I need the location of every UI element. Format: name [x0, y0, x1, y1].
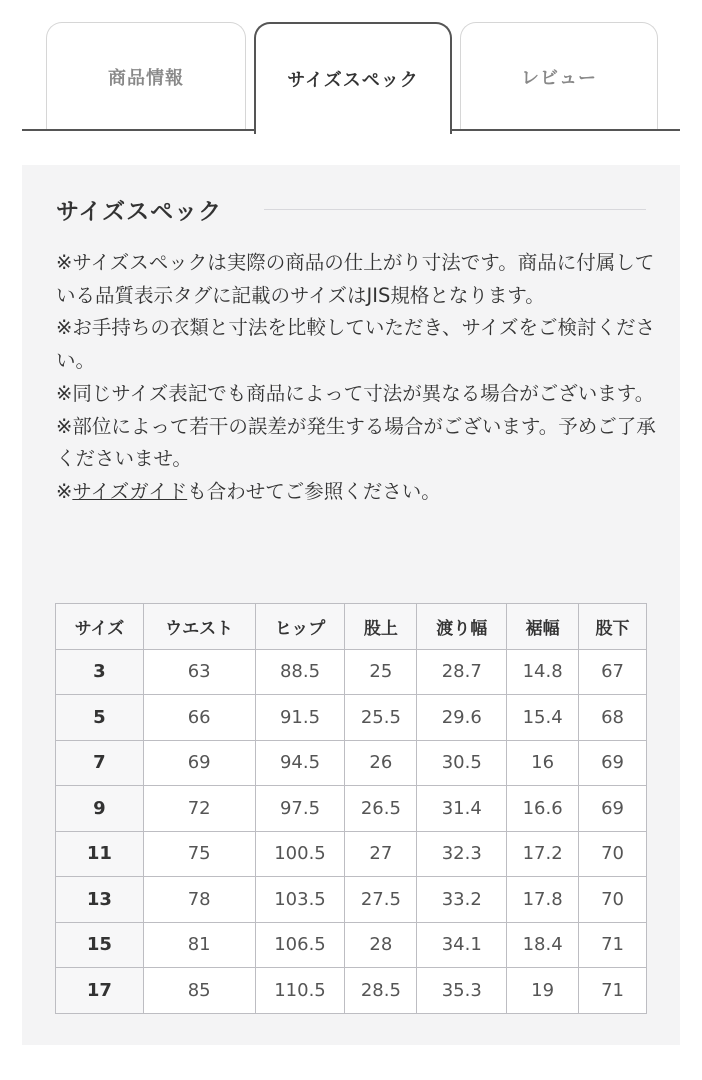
column-header: 裾幅	[507, 604, 579, 650]
tab-product-info[interactable]: 商品情報	[46, 22, 246, 130]
measurement-cell: 110.5	[255, 968, 345, 1014]
table-row	[56, 968, 647, 1014]
tab-review[interactable]: レビュー	[460, 22, 658, 130]
note-prefix: ※	[56, 479, 73, 503]
measurement-cell: 15.4	[507, 695, 579, 741]
column-header: 渡り幅	[417, 604, 507, 650]
table-row	[56, 695, 647, 741]
measurement-cell: 71	[579, 922, 647, 968]
measurement-cell: 70	[579, 831, 647, 877]
note-text: ※サイズスペックは実際の商品の仕上がり寸法です。商品に付属している品質表示タグに記載のサイズはJIS規格となります。	[56, 251, 655, 307]
measurement-cell: 71	[579, 968, 647, 1014]
measurement-cell: 88.5	[255, 649, 345, 695]
measurement-cell: 31.4	[417, 786, 507, 832]
measurement-cell: 69	[579, 740, 647, 786]
size-guide-link[interactable]: サイズガイド	[72, 479, 188, 503]
column-header: サイズ	[56, 604, 144, 650]
column-header: 股下	[579, 604, 647, 650]
measurement-cell: 28.5	[345, 968, 417, 1014]
measurement-cell: 25.5	[345, 695, 417, 741]
measurement-cell: 94.5	[255, 740, 345, 786]
measurement-cell: 18.4	[507, 922, 579, 968]
measurement-cell: 19	[507, 968, 579, 1014]
measurement-cell: 69	[579, 786, 647, 832]
table-row	[56, 786, 647, 832]
measurement-cell: 28.7	[417, 649, 507, 695]
measurement-cell: 26.5	[345, 786, 417, 832]
measurement-cell: 14.8	[507, 649, 579, 695]
size-cell: 17	[56, 968, 144, 1014]
measurement-cell: 63	[143, 649, 255, 695]
measurement-cell: 106.5	[255, 922, 345, 968]
size-cell: 3	[56, 649, 144, 695]
measurement-cell: 34.1	[417, 922, 507, 968]
size-cell: 7	[56, 740, 144, 786]
note-suffix: も合わせてご参照ください。	[187, 479, 441, 503]
note-text	[56, 476, 656, 509]
measurement-cell: 67	[579, 649, 647, 695]
note-text: ※同じサイズ表記でも商品によって寸法が異なる場合がございます。	[56, 381, 655, 405]
measurement-cell: 32.3	[417, 831, 507, 877]
size-cell: 9	[56, 786, 144, 832]
measurement-cell: 28	[345, 922, 417, 968]
column-header: ヒップ	[255, 604, 345, 650]
measurement-cell: 85	[143, 968, 255, 1014]
size-notes	[56, 247, 656, 509]
table-row	[56, 922, 647, 968]
measurement-cell: 16	[507, 740, 579, 786]
table-row	[56, 877, 647, 923]
measurement-cell: 17.8	[507, 877, 579, 923]
measurement-cell: 68	[579, 695, 647, 741]
table-row	[56, 649, 647, 695]
measurement-cell: 26	[345, 740, 417, 786]
measurement-cell: 100.5	[255, 831, 345, 877]
measurement-cell: 97.5	[255, 786, 345, 832]
measurement-cell: 27.5	[345, 877, 417, 923]
size-spec-panel	[22, 165, 680, 1045]
measurement-cell: 69	[143, 740, 255, 786]
column-header: ウエスト	[143, 604, 255, 650]
table-header-row	[56, 604, 647, 650]
measurement-cell: 30.5	[417, 740, 507, 786]
size-cell: 5	[56, 695, 144, 741]
size-cell: 11	[56, 831, 144, 877]
measurement-cell: 33.2	[417, 877, 507, 923]
note-text: ※部位によって若干の誤差が発生する場合がございます。予めご了承くださいませ。	[56, 414, 656, 471]
measurement-cell: 103.5	[255, 877, 345, 923]
measurement-cell: 17.2	[507, 831, 579, 877]
tab-bar	[0, 0, 702, 132]
measurement-cell: 70	[579, 877, 647, 923]
measurement-cell: 72	[143, 786, 255, 832]
measurement-cell: 25	[345, 649, 417, 695]
measurement-cell: 75	[143, 831, 255, 877]
table-row	[56, 740, 647, 786]
section-divider	[264, 209, 646, 210]
measurement-cell: 81	[143, 922, 255, 968]
measurement-cell: 29.6	[417, 695, 507, 741]
size-cell: 13	[56, 877, 144, 923]
section-title: サイズスペック	[56, 199, 223, 225]
measurement-cell: 78	[143, 877, 255, 923]
measurement-cell: 66	[143, 695, 255, 741]
size-cell: 15	[56, 922, 144, 968]
column-header: 股上	[345, 604, 417, 650]
size-spec-table	[55, 603, 647, 1014]
measurement-cell: 91.5	[255, 695, 345, 741]
tab-size-spec[interactable]: サイズスペック	[254, 22, 452, 134]
measurement-cell: 27	[345, 831, 417, 877]
measurement-cell: 35.3	[417, 968, 507, 1014]
measurement-cell: 16.6	[507, 786, 579, 832]
note-text: ※お手持ちの衣類と寸法を比較していただき、サイズをご検討ください。	[56, 316, 655, 373]
table-row	[56, 831, 647, 877]
